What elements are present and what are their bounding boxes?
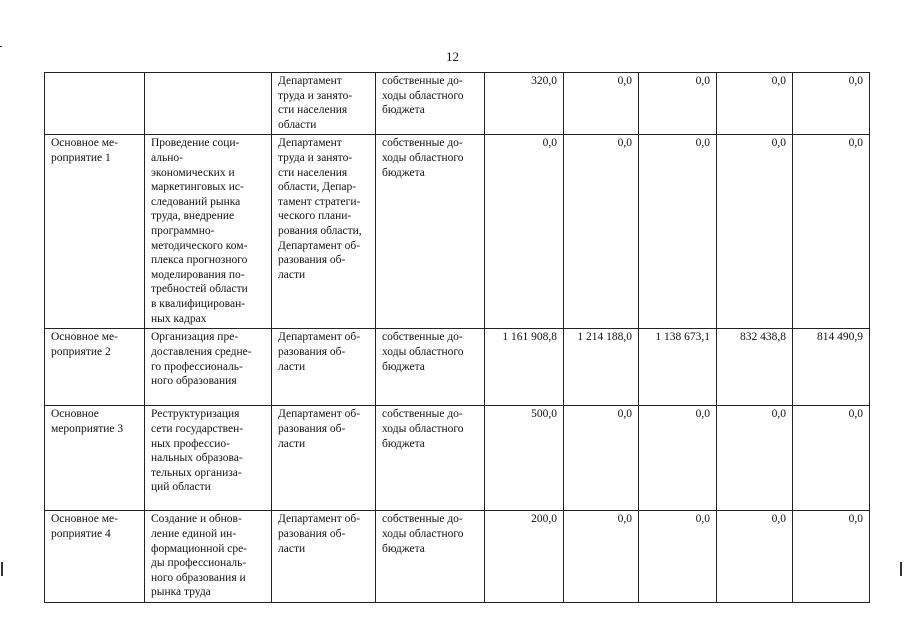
cell-text-line: ходы областного: [382, 527, 464, 540]
cell-text-line: ций области: [151, 481, 211, 494]
cell-text-line: сти населения: [278, 104, 348, 117]
cell-value-1: 200,0: [485, 511, 564, 603]
cell-value-4: 0,0: [717, 73, 793, 135]
cell-value-4: 0,0: [717, 511, 793, 603]
cell-text-line: ных кадрах: [151, 312, 207, 325]
cell-event-description: [145, 329, 272, 406]
cell-text-line: разования об-: [278, 345, 346, 358]
cell-text-line: Создание и обнов-: [151, 513, 242, 526]
cell-text-line: ходы областного: [382, 345, 464, 358]
cell-text-line: следований рынка: [151, 195, 241, 208]
table-row: [45, 511, 870, 603]
cell-event-name: [45, 406, 145, 511]
cell-text-line: требностей области: [151, 283, 248, 296]
cell-text-line: Департамент об-: [278, 408, 361, 421]
cell-text-line: мероприятие 3: [51, 422, 124, 435]
cell-text-line: Департамент: [278, 137, 342, 150]
cell-text-line: го профессиональ-: [151, 360, 243, 373]
cell-text-line: Департамент об-: [278, 331, 361, 344]
page-number: 12: [446, 49, 459, 64]
cell-value-3: 0,0: [639, 511, 717, 603]
cell-text-line: Основное ме-: [51, 137, 118, 150]
cell-text-line: в квалифицирован-: [151, 297, 246, 310]
cell-text-line: рынка труда: [151, 586, 211, 599]
cell-text-line: Реструктуризация: [151, 408, 240, 421]
cell-text-line: Основное ме-: [51, 331, 118, 344]
cell-text-line: области: [278, 118, 317, 131]
cell-text-line: собственные до-: [382, 331, 463, 344]
cell-value-2: 0,0: [564, 73, 639, 135]
cell-text-line: ческого плани-: [278, 210, 352, 223]
cell-event-name: [45, 73, 145, 135]
scan-edge-mark-left: [1, 562, 3, 576]
cell-text-line: Проведение соци-: [151, 137, 240, 150]
cell-value-3: 0,0: [639, 135, 717, 329]
cell-text-line: рования области,: [278, 224, 362, 237]
cell-text-line: доставления средне-: [151, 345, 252, 358]
cell-text-line: бюджета: [382, 166, 425, 179]
cell-funding-source: [376, 135, 485, 329]
cell-event-name: [45, 511, 145, 603]
cell-text-line: Департамент: [278, 75, 342, 87]
cell-value-5: 814 490,9: [793, 329, 870, 406]
cell-value-2: 1 214 188,0: [564, 329, 639, 406]
cell-text-line: тельных организа-: [151, 466, 242, 479]
table-row: [45, 329, 870, 406]
cell-value-4: 0,0: [717, 406, 793, 511]
cell-text-line: бюджета: [382, 360, 425, 373]
cell-executor: [272, 406, 376, 511]
cell-value-5: 0,0: [793, 511, 870, 603]
cell-text-line: Организация пре-: [151, 331, 239, 344]
cell-text-line: бюджета: [382, 104, 425, 117]
cell-text-line: ласти: [278, 437, 306, 450]
cell-text-line: ласти: [278, 360, 306, 373]
cell-text-line: ного образования и: [151, 571, 246, 584]
cell-text-line: Департамент об-: [278, 239, 361, 252]
cell-text-line: собственные до-: [382, 137, 463, 150]
cell-text-line: роприятие 4: [51, 527, 111, 540]
cell-text-line: Департамент об-: [278, 513, 361, 526]
table-body: [45, 73, 870, 603]
cell-event-name: [45, 329, 145, 406]
cell-text-line: ление единой ин-: [151, 527, 237, 540]
cell-text-line: плекса прогнозного: [151, 254, 248, 267]
scan-edge-mark-right: [900, 562, 902, 576]
cell-event-name: [45, 135, 145, 329]
cell-text-line: ласти: [278, 542, 306, 555]
cell-value-2: 0,0: [564, 511, 639, 603]
cell-text-line: собственные до-: [382, 408, 463, 421]
cell-text-line: маркетинговых ис-: [151, 181, 244, 194]
cell-executor: [272, 329, 376, 406]
cell-text-line: разования об-: [278, 422, 346, 435]
cell-text-line: ходы областного: [382, 151, 464, 164]
cell-text-line: методического ком-: [151, 239, 248, 252]
cell-value-2: 0,0: [564, 135, 639, 329]
cell-value-3: 1 138 673,1: [639, 329, 717, 406]
cell-event-description: [145, 406, 272, 511]
table-row: [45, 135, 870, 329]
scan-edge-mark-top-left: [0, 46, 2, 47]
cell-value-1: 0,0: [485, 135, 564, 329]
cell-value-4: 0,0: [717, 135, 793, 329]
cell-funding-source: [376, 406, 485, 511]
cell-text-line: труда и занято-: [278, 151, 353, 164]
cell-value-1: 500,0: [485, 406, 564, 511]
cell-text-line: ально-: [151, 151, 183, 164]
cell-value-5: 0,0: [793, 135, 870, 329]
cell-text-line: ходы областного: [382, 89, 464, 102]
budget-table: [44, 72, 870, 603]
cell-text-line: собственные до-: [382, 75, 463, 87]
cell-value-1: 1 161 908,8: [485, 329, 564, 406]
cell-text-line: труда и занято-: [278, 89, 353, 102]
cell-funding-source: [376, 329, 485, 406]
table-row: [45, 73, 870, 135]
cell-value-3: 0,0: [639, 406, 717, 511]
cell-text-line: тамент стратеги-: [278, 195, 361, 208]
cell-value-5: 0,0: [793, 406, 870, 511]
cell-executor: [272, 511, 376, 603]
cell-value-1: 320,0: [485, 73, 564, 135]
cell-text-line: Основное ме-: [51, 513, 118, 526]
cell-text-line: бюджета: [382, 542, 425, 555]
cell-text-line: Основное: [51, 408, 99, 421]
cell-text-line: экономических и: [151, 166, 235, 179]
cell-executor: [272, 135, 376, 329]
cell-text-line: сти населения: [278, 166, 348, 179]
cell-event-description: [145, 73, 272, 135]
cell-funding-source: [376, 511, 485, 603]
cell-text-line: сети государствен-: [151, 422, 244, 435]
cell-text-line: ласти: [278, 268, 306, 281]
cell-text-line: роприятие 1: [51, 151, 111, 164]
cell-executor: [272, 73, 376, 135]
cell-text-line: бюджета: [382, 437, 425, 450]
cell-event-description: [145, 135, 272, 329]
cell-text-line: области, Депар-: [278, 181, 357, 194]
cell-text-line: труда, внедрение: [151, 210, 235, 223]
cell-text-line: разования об-: [278, 527, 346, 540]
cell-text-line: программно-: [151, 224, 215, 237]
cell-value-4: 832 438,8: [717, 329, 793, 406]
cell-value-2: 0,0: [564, 406, 639, 511]
cell-text-line: моделирования по-: [151, 268, 245, 281]
cell-text-line: разования об-: [278, 254, 346, 267]
cell-text-line: формационной сре-: [151, 542, 248, 555]
cell-funding-source: [376, 73, 485, 135]
cell-text-line: нальных образова-: [151, 452, 243, 465]
cell-value-5: 0,0: [793, 73, 870, 135]
cell-text-line: ного образования: [151, 375, 237, 388]
cell-event-description: [145, 511, 272, 603]
table-row: [45, 406, 870, 511]
cell-text-line: роприятие 2: [51, 345, 111, 358]
cell-text-line: ходы областного: [382, 422, 464, 435]
cell-text-line: ных профессио-: [151, 437, 230, 450]
cell-value-3: 0,0: [639, 73, 717, 135]
cell-text-line: ды профессиональ-: [151, 557, 247, 570]
cell-text-line: собственные до-: [382, 513, 463, 526]
